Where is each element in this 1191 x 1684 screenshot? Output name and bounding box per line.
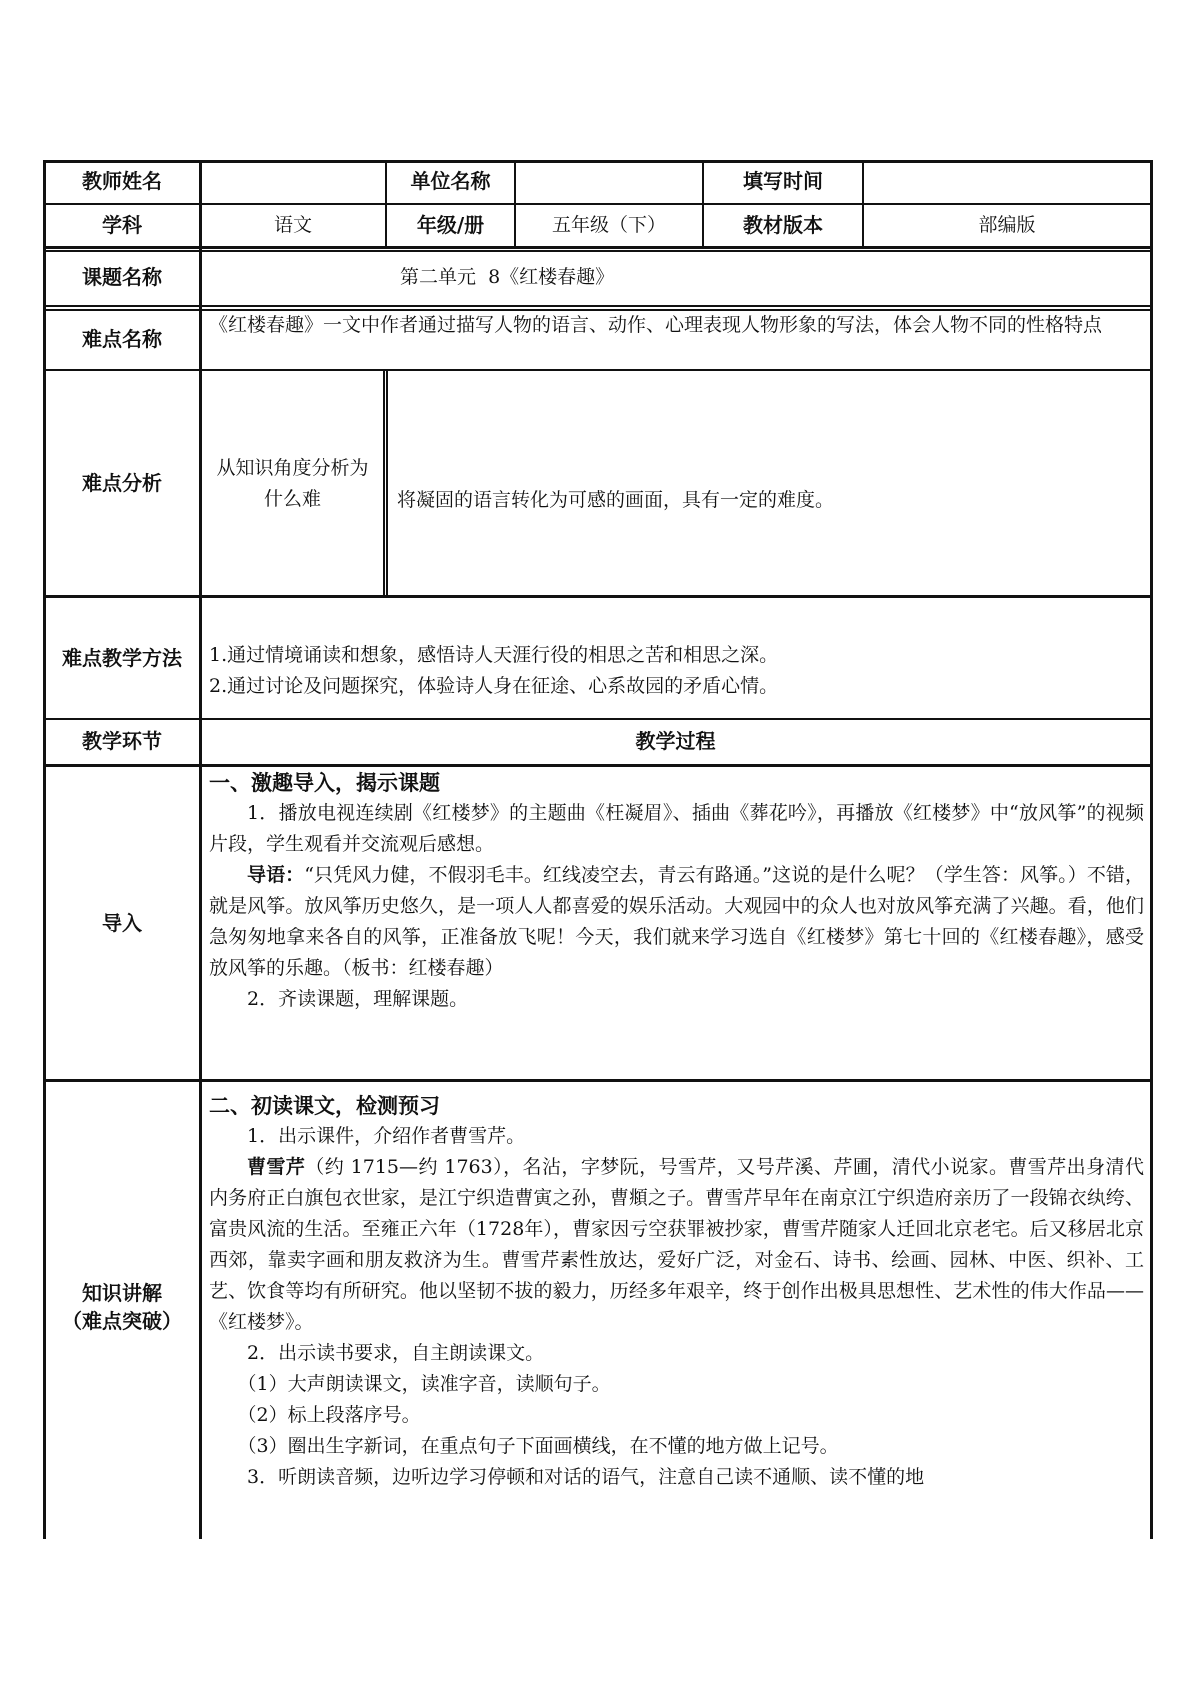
knowledge-paragraph-3: 2．出示读书要求，自主朗读课文。 (247, 1342, 545, 1364)
teaching-process-header: 教学过程 (635, 729, 716, 753)
analysis-sub-label: 从知识角度分析为什么难 (216, 457, 369, 510)
grade-label: 年级/册 (416, 213, 485, 237)
topic-value: 第二单元 8《红楼春趣》 (400, 266, 615, 288)
intro-heading: 一、激趣导入，揭示课题 (209, 770, 440, 795)
author-name: 曹雪芹 (247, 1156, 306, 1178)
intro-stage-label: 导入 (102, 911, 142, 935)
intro-content (209, 767, 1144, 1015)
edition-label: 教材版本 (743, 213, 823, 237)
knowledge-stage-label (45, 1279, 199, 1335)
knowledge-sub-label: （难点突破） (62, 1309, 182, 1333)
grade-value: 五年级（下） (551, 214, 666, 236)
intro-paragraph-3: 2．齐读课题，理解课题。 (247, 988, 469, 1010)
knowledge-heading: 二、初读课文，检测预习 (209, 1093, 440, 1118)
knowledge-label: 知识讲解 (82, 1281, 162, 1305)
teaching-method-list (209, 640, 1144, 702)
author-bio: （约 1715—约 1763），名沾，字梦阮，号雪芹，又号芹溪、芹圃，清代小说家。曹雪芹出身清代内务府正白旗包衣世家，是江宁织造曹寅之孙，曹頫之子。曹雪芹早年在南京江宁织造府亲历了一段锦衣纨绔、富贵风流的生活。至雍正六年（1728年），曹家因亏空获罪被抄家，曹雪芹随家人迁回北京老宅。后又移居北京西郊，靠卖字画和朋友救济为生。曹雪芹素性放达，爱好广泛，对金石、诗书、绘画、园林、中医、织补、工艺、饮食等均有所研究。他以坚韧不拔的毅力，历经多年艰辛，终于创作出极具思想性、艺术性的伟大作品——《红楼梦》。 (209, 1156, 1144, 1333)
intro-paragraph-1: 1．播放电视连续剧《红楼梦》的主题曲《枉凝眉》、插曲《葬花吟》，再播放《红楼梦》中“放风筝”的视频片段，学生观看并交流观后感想。 (209, 802, 1144, 855)
unit-name-label: 单位名称 (410, 169, 491, 193)
teaching-stage-header: 教学环节 (82, 729, 162, 753)
intro-paragraph-2: “只凭风力健，不假羽毛丰。红线凌空去，青云有路通。”这说的是什么呢？（学生答：风筝。）不错，就是风筝。放风筝历史悠久，是一项人人都喜爱的娱乐活动。大观园中的众人也对放风筝充满了兴趣。看，他们急匆匆地拿来各自的风筝，正准备放飞呢！今天，我们就来学习选自《红楼梦》第七十回的《红楼春趣》，感受放风筝的乐趣。（板书：红楼春趣） (209, 864, 1144, 979)
method-item-2: 2.通过讨论及问题探究，体验诗人身在征途、心系故园的矛盾心情。 (209, 675, 779, 697)
subject-value: 语文 (273, 214, 312, 236)
difficulty-name-label: 难点名称 (82, 327, 162, 351)
analysis-value: 将凝固的语言转化为可感的画面，具有一定的难度。 (397, 489, 835, 511)
teaching-method-label: 难点教学方法 (62, 646, 182, 670)
reading-req-2: （2）标上段落序号。 (237, 1404, 421, 1426)
edition-value: 部编版 (978, 214, 1036, 236)
intro-guide-label: 导语： (247, 864, 305, 886)
teacher-name-label: 教师姓名 (82, 169, 162, 193)
difficulty-name-value: 《红楼春趣》一文中作者通过描写人物的语言、动作、心理表现人物形象的写法，体会人物不同的性格特点 (209, 314, 1103, 336)
fill-date-label: 填写时间 (743, 169, 823, 193)
subject-label: 学科 (102, 213, 142, 237)
reading-req-1: （1）大声朗读课文，读准字音，读顺句子。 (237, 1373, 611, 1395)
method-item-1: 1.通过情境诵读和想象，感悟诗人天涯行役的相思之苦和相思之深。 (209, 644, 779, 666)
reading-req-3: （3）圈出生字新词，在重点句子下面画横线，在不懂的地方做上记号。 (237, 1435, 839, 1457)
difficulty-analysis-label: 难点分析 (82, 471, 162, 495)
knowledge-content (209, 1090, 1144, 1493)
knowledge-paragraph-1: 1．出示课件，介绍作者曹雪芹。 (247, 1125, 526, 1147)
knowledge-paragraph-7: 3．听朗读音频，边听边学习停顿和对话的语气，注意自己读不通顺、读不懂的地 (247, 1466, 925, 1488)
topic-label: 课题名称 (82, 265, 162, 289)
